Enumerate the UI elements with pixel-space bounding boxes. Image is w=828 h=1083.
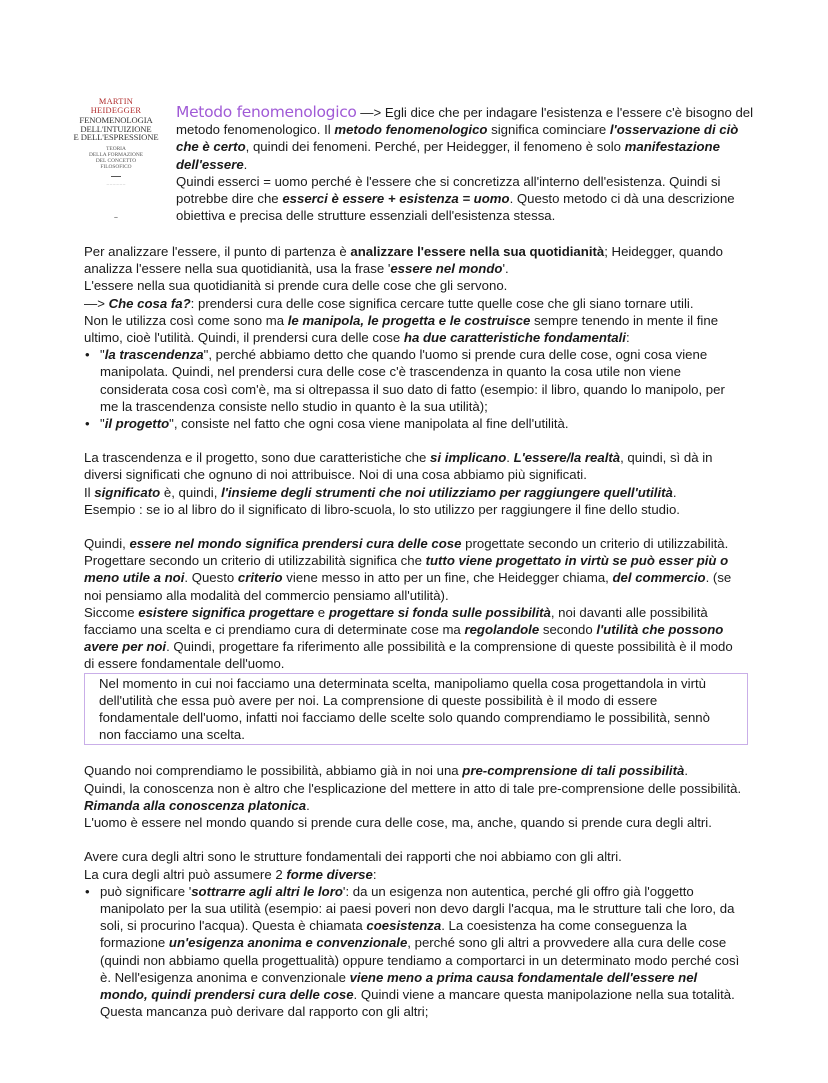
- section-heading: Metodo fenomenologico: [176, 103, 357, 121]
- text-run: Avere cura degli altri sono le strutture fondamentali dei rapporti che noi abbiamo con gli altri.: [84, 849, 622, 865]
- text-run: La trascendenza e il progetto, sono due caratteristiche che: [84, 450, 431, 466]
- emphasis-text: l'utilità che possono avere per noi: [84, 622, 724, 655]
- paragraph: [84, 848, 744, 882]
- text-run: .: [672, 484, 677, 500]
- emphasis-text: sottrarre agli altri le loro: [191, 883, 343, 899]
- emphasis-text: un'esigenza anonima e convenzionale: [168, 935, 408, 951]
- emphasis-text: la trascendenza: [104, 347, 204, 363]
- text-run: ": [100, 416, 105, 432]
- emphasis-text: esistere significa progettare: [138, 604, 315, 620]
- text-run: L'uomo è essere nel mondo quando si prende cura delle cose, ma, anche, quando si prende cura degli altri.: [84, 815, 712, 831]
- cover-publisher-mark: ▬: [114, 214, 118, 219]
- list-item: [84, 883, 744, 1021]
- text-run: Quando noi comprendiamo le possibilità, abbiamo già in noi una: [84, 763, 463, 779]
- text-run: .: [684, 763, 688, 779]
- paragraph-gap: [84, 432, 744, 449]
- highlighted-paragraph: [84, 673, 748, 746]
- list-item: [84, 415, 744, 432]
- emphasis-text: le manipola, le progetta e le costruisce: [287, 312, 531, 328]
- text-run: può significare ': [100, 883, 192, 899]
- emphasis-text: regolandole: [464, 622, 540, 638]
- paragraph: [84, 535, 744, 673]
- text-run: L'essere nella sua quotidianità si prende cura delle cose che gli servono.: [84, 278, 508, 294]
- emphasis-text: del commercio: [612, 570, 706, 586]
- text-run: Non le utilizza così come sono ma: [84, 312, 288, 328]
- text-run: ", consiste nel fatto che ogni cosa viene manipolata al fine dell'utilità.: [169, 416, 569, 432]
- paragraph: [84, 449, 744, 518]
- text-run: . Questo metodo ci dà una descrizione obiettiva e precisa delle strutture essenziali dell'esistenza stessa.: [176, 191, 735, 224]
- bullet-list: [84, 346, 744, 432]
- text-run: '.: [502, 261, 509, 277]
- cover-author: MARTIN HEIDEGGER: [90, 97, 142, 115]
- text-run: Quindi, la conoscenza non è altro che l'esplicazione del mettere in atto di tale pre-comprensione delle possibilità.: [84, 780, 742, 796]
- text-run: ": [100, 347, 105, 363]
- text-run: Quindi esserci = uomo perché è l'essere che si concretizza all'interno dell'esistenza. Quindi si potrebbe dire che: [176, 173, 721, 207]
- paragraph-gap: [84, 831, 744, 848]
- text-run: sempre tenendo in mente il fine ultimo, cioè l'utilità. Quindi, il prendersi cura delle cose: [84, 312, 719, 346]
- text-run: : prendersi cura delle cose significa cercare tutte quelle cose che gli siano tornare utili.: [190, 295, 694, 311]
- text-run: , noi davanti alle possibilità facciamo una scelta e ci prendiamo cura di determinate cose ma: [84, 604, 708, 638]
- text-run: La cura degli altri può assumere 2: [84, 866, 287, 882]
- bullet-icon: •: [85, 416, 90, 432]
- text-run: ': da un esigenza non autentica, perché gli offro già l'oggetto manipolato per la sua utilità (esempio: ai paesi poveri non devo dargli l'acqua, ma le strutture tali che loro, da soli, si procurino l'acqua). Questa è chiamata: [100, 883, 735, 934]
- text-run: —>: [84, 295, 109, 311]
- text-run: , quindi dei fenomeni. Perché, per Heidegger, il fenomeno è solo: [245, 139, 625, 155]
- text-run: . (se noi pensiamo alla modalità del commercio pensiamo all'utilità).: [84, 570, 732, 603]
- intro-paragraph: [176, 104, 756, 224]
- emphasis-text: metodo fenomenologico: [334, 122, 488, 138]
- emphasis-text: pre-comprensione di tali possibilità: [462, 763, 685, 779]
- emphasis-text: significato: [94, 484, 161, 500]
- text-run: ", perché abbiamo detto che quando l'uomo si prende cura delle cose, ogni cosa viene manipolata. Quindi, nel prendersi cura delle cose c'è trascendenza in quanto la cosa utile non viene considerata cosa così com'è, ma si oltrepassa il suo dato di fatto (esempio: il libro, quando lo manipolo, per me la trascendenza consiste nello studio in quanto è la sua utilità);: [100, 347, 725, 414]
- text-run: significa cominciare: [487, 122, 610, 138]
- paragraph-gap: [84, 745, 744, 762]
- list-item: [84, 346, 744, 415]
- text-run: .: [243, 156, 248, 172]
- text-run: . La coesistenza ha come conseguenza la formazione: [100, 918, 687, 951]
- bullet-list: [84, 883, 744, 1021]
- text-run: . Questo: [184, 570, 238, 586]
- emphasis-text: criterio: [237, 570, 283, 586]
- emphasis-text: esserci è essere + esistenza = uomo: [282, 191, 510, 207]
- emphasis-text: essere nel mondo: [390, 261, 503, 277]
- bullet-icon: •: [85, 347, 90, 363]
- emphasis-text: tutto viene progettato in virtù se può esser più o meno utile a noi: [84, 553, 729, 586]
- text-run: Esempio : se io al libro do il significato di libro-scuola, lo sto utilizzo per raggiungere il fine dello studio.: [84, 501, 680, 517]
- text-run: secondo: [539, 622, 597, 638]
- emphasis-text: viene meno a prima causa fondamentale dell'essere nel mondo, quindi prendersi cura delle cose: [100, 969, 698, 1002]
- body-text: [84, 243, 744, 1020]
- text-run: viene messo in atto per un fine, che Heidegger chiama,: [282, 570, 613, 586]
- emphasis-text: coesistenza: [366, 918, 442, 934]
- emphasis-text: l'osservazione di ciò che è certo: [176, 122, 739, 155]
- text-run: . Quindi viene a mancare questa manipolazione nella sua totalità. Questa mancanza può derivare dal rapporto con gli altri;: [100, 986, 735, 1020]
- emphasis-text: Che cosa fa?: [108, 295, 191, 311]
- text-run: Il: [84, 484, 95, 500]
- text-run: Nel momento in cui noi facciamo una determinata scelta, manipoliamo quella cosa progettandola in virtù dell'utilità che essa può avere per noi. La comprensione di queste possibilità è il modo di essere fondamentale dell'uomo, infatti noi facciamo delle scelte solo quando comprendiamo le possibilità, sennò non facciamo una scelta.: [99, 675, 710, 743]
- emphasis-text: l'insieme degli strumenti che noi utilizziamo per raggiungere quell'utilità: [221, 484, 673, 500]
- text-run: . Quindi, progettare fa riferimento alle possibilità e la comprensione di queste possibilità è il modo di essere fondamentale dell'uomo.: [84, 639, 733, 672]
- text-run: progettate secondo un criterio di utilizzabilità. Progettare secondo un criterio di utilizzabilità significa che: [84, 536, 729, 569]
- text-run: .: [306, 797, 310, 813]
- paragraph: [84, 762, 744, 831]
- cover-fine-print: ─ ─ ─ ─ ─ ─: [106, 182, 126, 187]
- emphasis-text: il progetto: [104, 416, 170, 432]
- emphasis-text: L'essere/la realtà: [513, 450, 621, 466]
- text-run: —> Egli dice che per indagare l'esistenza e l'essere c'è bisogno del metodo fenomenologico. Il: [176, 105, 754, 138]
- text-run: Per analizzare l'essere, il punto di partenza è: [84, 244, 351, 259]
- emphasis-text: ha due caratteristiche fondamentali: [403, 330, 626, 346]
- text-run: , quindi, sì dà in diversi significati che ognuno di noi attribuisce. Noi di una cosa abbiamo più significati.: [84, 450, 713, 483]
- bullet-icon: •: [85, 883, 90, 899]
- text-run: :: [372, 866, 377, 882]
- paragraph-gap: [84, 518, 744, 535]
- emphasis-text: si implicano: [430, 450, 507, 466]
- cover-rule: [111, 176, 121, 177]
- intro-text: [176, 105, 753, 223]
- text-run: e: [314, 604, 329, 620]
- emphasis-text: forme diverse: [286, 866, 373, 882]
- emphasis-text: essere nel mondo significa prendersi cura delle cose: [129, 536, 462, 552]
- text-run: Siccome: [84, 604, 139, 620]
- text-run: è, quindi,: [160, 484, 222, 500]
- cover-title: FENOMENOLOGIA DELL'INTUIZIONE E DELL'ESPRESSIONE: [73, 115, 159, 143]
- paragraph: [84, 243, 744, 346]
- text-run: ; Heidegger, quando analizza l'essere nella sua quotidianità, usa la frase ': [84, 244, 724, 277]
- bold-text: analizzare l'essere nella sua quotidianità: [350, 244, 605, 259]
- emphasis-text: manifestazione dell'essere: [176, 139, 720, 172]
- text-run: Quindi,: [84, 536, 130, 552]
- cover-subtitle: TEORIA DELLA FORMAZIONE DEL CONCETTO FILOSOFICO: [88, 145, 144, 170]
- text-run: , perché sono gli altri a provvedere alla cura delle cose (quindi non abbiamo quella progettualità) oppure tendiamo a comportarci in un determinato modo perché così è. Nell'esigenza anonima e convenzionale: [100, 935, 740, 985]
- text-run: :: [625, 330, 630, 346]
- emphasis-text: Rimanda alla conoscenza platonica: [84, 797, 307, 813]
- emphasis-text: progettare si fonda sulle possibilità: [328, 604, 551, 620]
- book-cover-image: [72, 98, 160, 230]
- text-run: .: [506, 450, 514, 466]
